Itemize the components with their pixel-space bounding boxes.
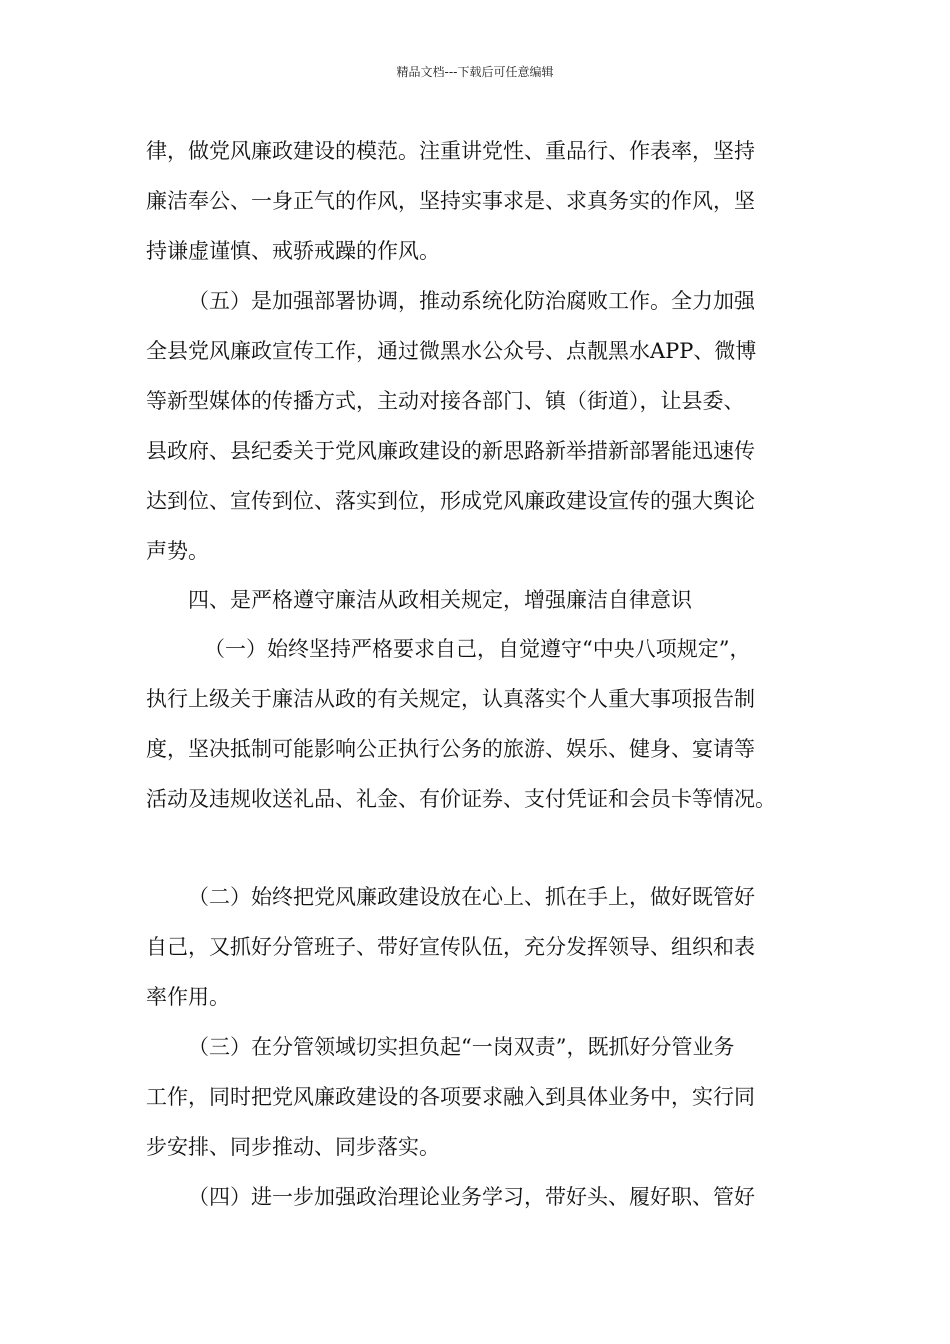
body-line: 持谦虚谨慎、戒骄戒躁的作风。 <box>146 239 440 263</box>
page-header: 精品文档---下载后可任意编辑 <box>396 65 554 79</box>
body-line: 工作，同时把党风廉政建设的各项要求融入到具体业务中，实行同 <box>146 1085 755 1109</box>
body-line: 声势。 <box>146 539 209 563</box>
paragraph-first-line: （一）始终坚持严格要求自己，自觉遵守“中央八项规定”， <box>204 637 751 661</box>
paragraph-first-line: （三）在分管领域切实担负起“一岗双责”，既抓好分管业务 <box>188 1035 735 1059</box>
body-line: 自己，又抓好分管班子、带好宣传队伍，充分发挥领导、组织和表 <box>146 935 755 959</box>
body-line: 律，做党风廉政建设的模范。注重讲党性、重品行、作表率，坚持 <box>146 139 755 163</box>
body-line: 廉洁奉公、一身正气的作风，坚持实事求是、求真务实的作风，坚 <box>146 189 755 213</box>
body-line: 县政府、县纪委关于党风廉政建设的新思路新举措新部署能迅速传 <box>146 439 755 463</box>
body-line: 率作用。 <box>146 985 230 1009</box>
body-line: 全县党风廉政宣传工作，通过微黑水公众号、点靓黑水APP、微博 <box>146 339 757 363</box>
body-line: 执行上级关于廉洁从政的有关规定，认真落实个人重大事项报告制 <box>146 687 755 711</box>
section-heading: 四、是严格遵守廉洁从政相关规定，增强廉洁自律意识 <box>188 588 692 612</box>
paragraph-first-line: （五）是加强部署协调，推动系统化防治腐败工作。全力加强 <box>188 289 755 313</box>
paragraph-first-line: （二）始终把党风廉政建设放在心上、抓在手上，做好既管好 <box>188 885 755 909</box>
body-line: 达到位、宣传到位、落实到位，形成党风廉政建设宣传的强大舆论 <box>146 489 755 513</box>
body-line: 活动及违规收送礼品、礼金、有价证券、支付凭证和会员卡等情况。 <box>146 787 776 811</box>
body-line: 步安排、同步推动、同步落实。 <box>146 1135 440 1159</box>
body-line: 等新型媒体的传播方式，主动对接各部门、镇（街道），让县委、 <box>146 389 745 413</box>
body-line: 度，坚决抵制可能影响公正执行公务的旅游、娱乐、健身、宴请等 <box>146 737 755 761</box>
paragraph-first-line: （四）进一步加强政治理论业务学习，带好头、履好职、管好 <box>188 1185 755 1209</box>
